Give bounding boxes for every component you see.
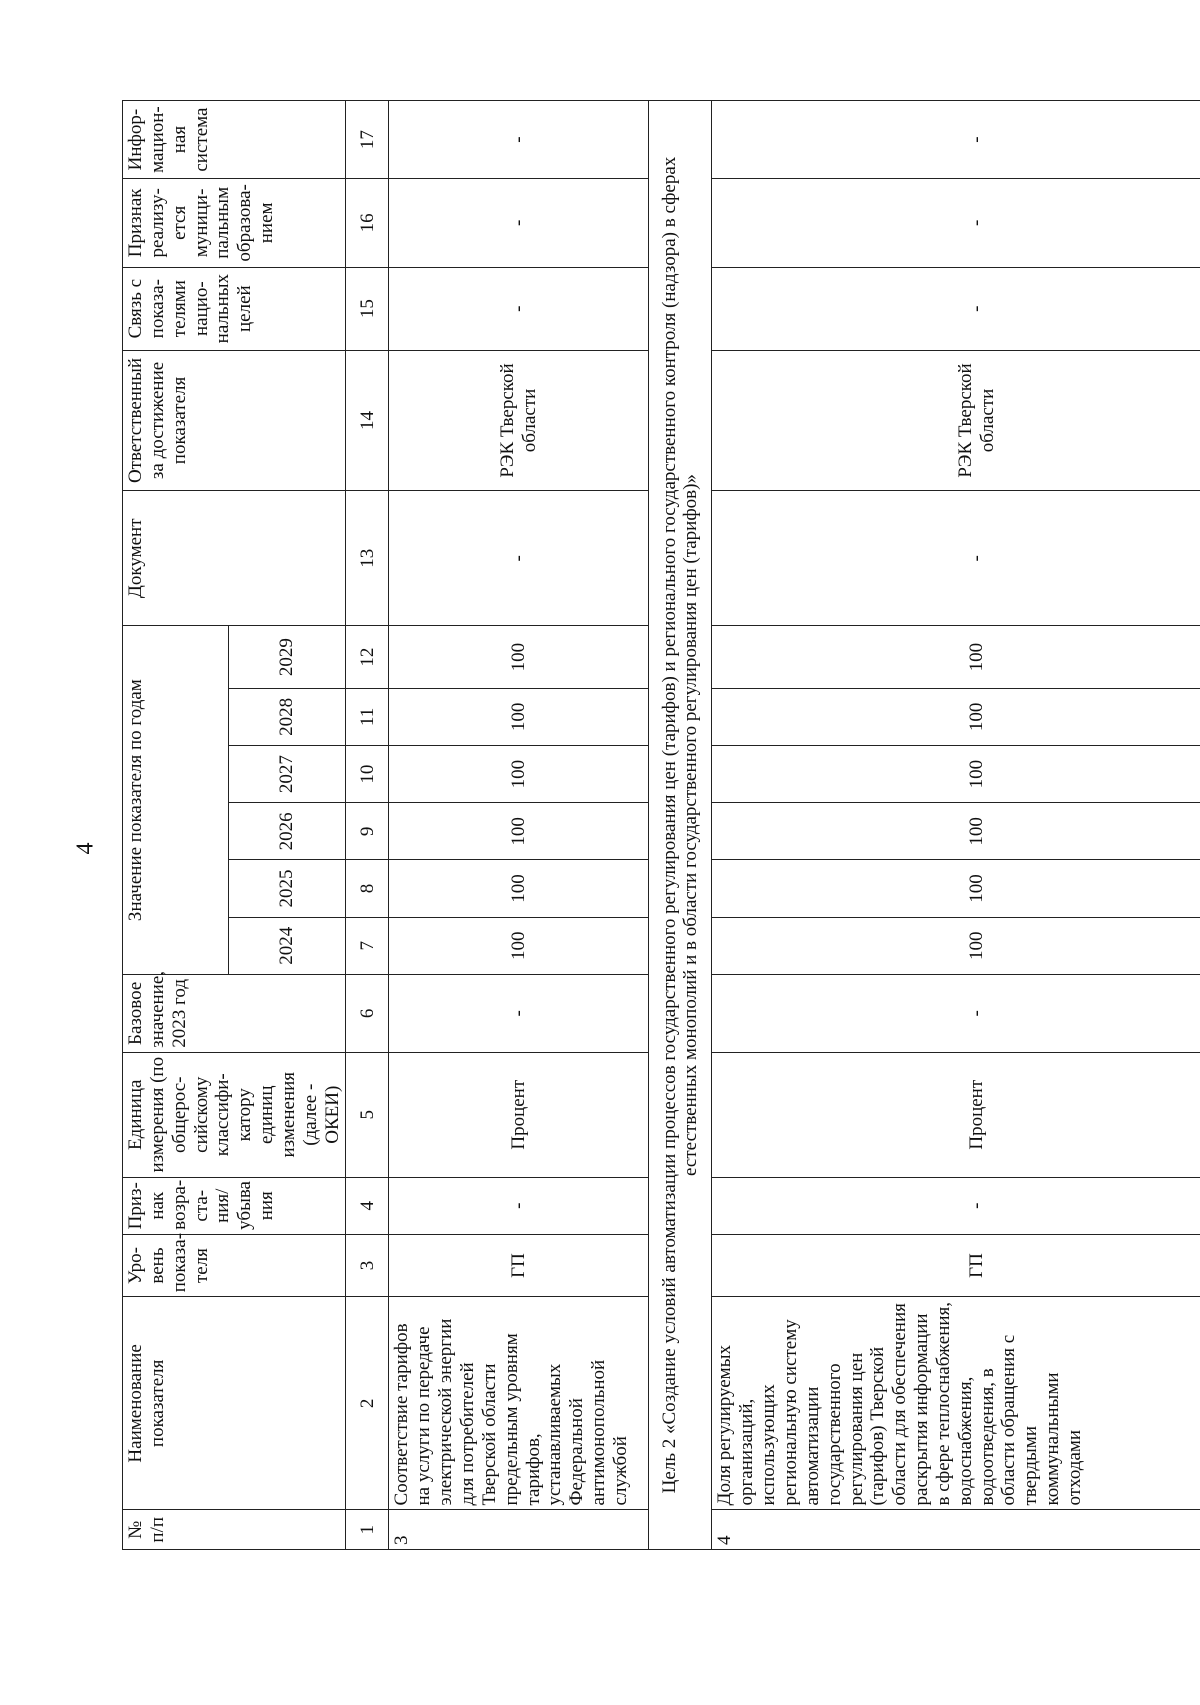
col-number: 13 [346,491,389,626]
header-year: 2025 [228,860,346,917]
header-name: Наименование показателя [123,1297,346,1510]
indicator-document: - [389,491,649,626]
indicator-municipal: - [712,179,1200,267]
header-level: Уро-вень показа-теля [123,1234,346,1296]
indicator-value: 100 [712,688,1200,745]
col-number: 12 [346,626,389,688]
indicator-sign: - [389,1177,649,1234]
col-number: 17 [346,101,389,179]
header-national-link: Связь с показа-телями нацио-нальных целей [123,267,346,350]
indicator-name: Соответствие тарифов на услуги по передаче электрической энергии для потребителей Тверской области предельным уровням тарифов, устанавливаемых Федеральной антимонопольной службой [389,1297,649,1510]
col-number: 10 [346,746,389,803]
header-responsible: Ответственный за достижение показателя [123,350,346,490]
table-row [389,101,649,1550]
indicator-unit: Процент [389,1052,649,1177]
header-sign: Приз-нак возра-ста-ния/ убыва ния [123,1177,346,1234]
header-values-group: Значение показателя по годам [123,626,229,974]
header-document: Документ [123,491,346,626]
indicator-value: 100 [389,746,649,803]
indicator-responsible: РЭК Тверской области [389,350,649,490]
header-number: № п/п [123,1510,346,1550]
header-unit: Единица измерения (по общерос-сийскому классифи-катору единиц изменения (далее - ОКЕИ) [123,1052,346,1177]
indicator-value: 100 [389,688,649,745]
indicator-value: 100 [389,803,649,860]
col-number: 15 [346,267,389,350]
page-number: 4 [72,842,99,855]
indicator-unit: Процент [712,1052,1200,1177]
header-infosys: Инфор-мацион-ная система [123,101,346,179]
indicator-value: 100 [712,917,1200,974]
indicator-level: ГП [712,1234,1200,1296]
header-year: 2024 [228,917,346,974]
col-number: 11 [346,688,389,745]
goal-2: Цель 2 «Создание условий автоматизации процессов государственного регулирования цен (тарифов) и регионального государственного контроля (надзора) в сферах естественных монополий и в области государственного регулирования цен (тарифов)» [649,101,712,1550]
indicator-value: 100 [389,626,649,688]
indicators-table [122,100,1200,1550]
indicator-infosys: - [712,101,1200,179]
col-number: 5 [346,1052,389,1177]
col-number: 7 [346,917,389,974]
indicator-responsible: РЭК Тверской области [712,350,1200,490]
indicator-value: 100 [712,860,1200,917]
indicator-national-link: - [389,267,649,350]
indicator-name: Доля регулируемых организаций, использующих региональную систему автоматизации государственного регулирования цен (тарифов) Тверской области для обеспечения раскрытия информации в сфере теплоснабжения, водоснабжения, водоотведения, в области обращения с твердыми коммунальными отходами [712,1297,1200,1510]
indicator-value: 100 [389,917,649,974]
indicator-national-link: - [712,267,1200,350]
row-number: 3 [389,1510,649,1550]
indicator-document: - [712,491,1200,626]
col-number: 8 [346,860,389,917]
indicator-base: - [389,974,649,1052]
col-number: 14 [346,350,389,490]
header-municipal: Признак реализу-ется муници-пальным образова-нием [123,179,346,267]
indicator-base: - [712,974,1200,1052]
col-number: 2 [346,1297,389,1510]
indicator-value: 100 [389,860,649,917]
indicator-value: 100 [712,746,1200,803]
indicator-sign: - [712,1177,1200,1234]
indicator-municipal: - [389,179,649,267]
header-year: 2028 [228,688,346,745]
indicator-value: 100 [712,803,1200,860]
numbering-row [346,101,389,1550]
col-number: 6 [346,974,389,1052]
row-number: 4 [712,1510,1200,1550]
col-number: 1 [346,1510,389,1550]
rotated-table-container [122,100,1200,1550]
header-row [123,101,229,1550]
indicator-infosys: - [389,101,649,179]
table-row [712,101,1200,1550]
col-number: 3 [346,1234,389,1296]
col-number: 16 [346,179,389,267]
header-year: 2026 [228,803,346,860]
header-base: Базовое значение, 2023 год [123,974,346,1052]
goal-row [649,101,712,1550]
col-number: 4 [346,1177,389,1234]
indicator-level: ГП [389,1234,649,1296]
indicator-value: 100 [712,626,1200,688]
header-year: 2029 [228,626,346,688]
header-year: 2027 [228,746,346,803]
col-number: 9 [346,803,389,860]
